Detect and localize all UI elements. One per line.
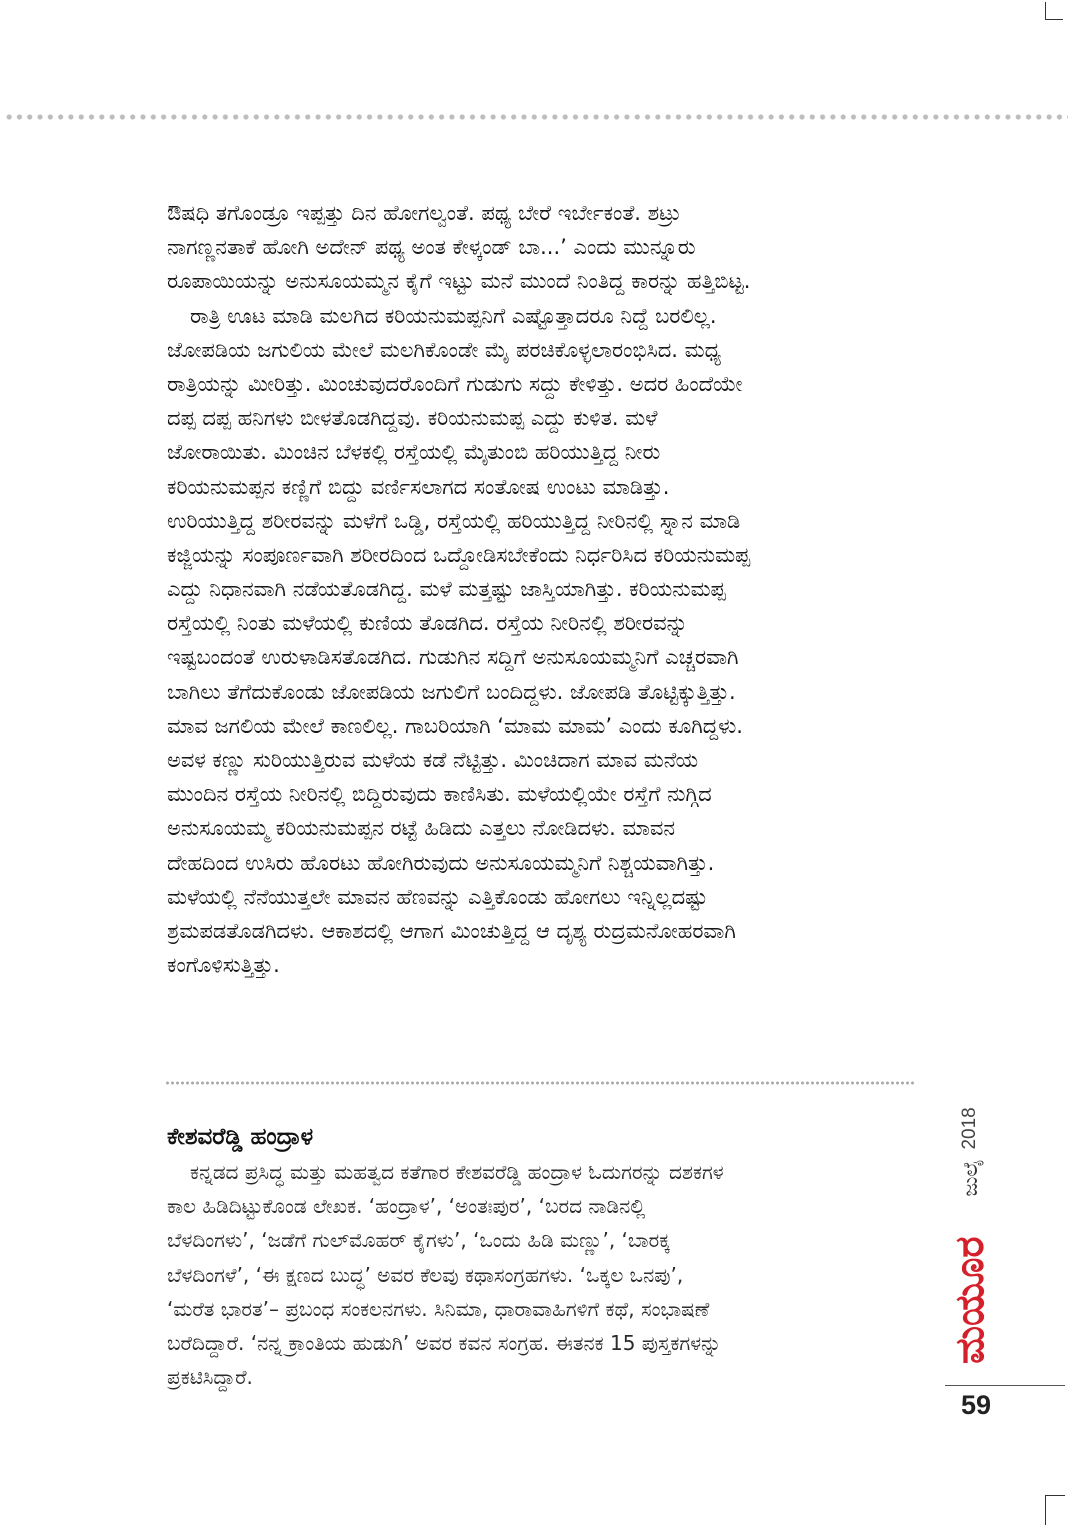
issue-month: ಜುಲೈ xyxy=(958,1159,982,1197)
story-line: ಕಜ್ಜಿಯನ್ನು ಸಂಪೂರ್ಣವಾಗಿ ಶರೀರದಿಂದ ಒದ್ದೋಡಿಸಬೇಕೆಂದು ನಿರ್ಧರಿಸಿದ ಕರಿಯನುಮಪ್ಪ xyxy=(167,542,751,567)
story-line: ಔಷಧಿ ತಗೊಂಡ್ರೂ ಇಪ್ಪತ್ತು ದಿನ ಹೋಗಲ್ವಂತೆ. ಪಥ್ಯ ಬೇರೆ ಇರ್ಬೇಕಂತೆ. ಶಟ್ರು xyxy=(167,201,681,225)
crop-mark-bottom-right xyxy=(1045,1495,1065,1525)
author-bio xyxy=(167,1155,927,1394)
page-number-rule xyxy=(945,1385,1065,1386)
story-line: ಮಾವ ಜಗಲಿಯ ಮೇಲೆ ಕಾಣಲಿಲ್ಲ. ಗಾಬರಿಯಾಗಿ ‘ಮಾಮ ಮಾಮ’ ಎಂದು ಕೂಗಿದ್ದಳು. xyxy=(167,713,743,738)
story-line: ಕರಿಯನುಮಪ್ಪನ ಕಣ್ಣಿಗೆ ಬಿದ್ದು ವರ್ಣಿಸಲಾಗದ ಸಂತೋಷ ಉಂಟು ಮಾಡಿತ್ತು. xyxy=(167,474,670,499)
bio-line: ಬೆಳದಿಂಗಳು’, ‘ಜಡೆಗೆ ಗುಲ್‌ಮೊಹರ್ ಕೈಗಳು’, ‘ಒಂದು ಹಿಡಿ ಮಣ್ಣು’, ‘ಬಾರಕ್ಕ xyxy=(167,1228,671,1253)
story-line: ಅವಳ ಕಣ್ಣು ಸುರಿಯುತ್ತಿರುವ ಮಳೆಯ ಕಡೆ ನೆಟ್ಟಿತ್ತು. ಮಿಂಚಿದಾಗ ಮಾವ ಮನೆಯ xyxy=(167,748,699,772)
story-line: ಎದ್ದು ನಿಧಾನವಾಗಿ ನಡೆಯತೊಡಗಿದ್ದ. ಮಳೆ ಮತ್ತಷ್ಟು ಜಾಸ್ತಿಯಾಗಿತ್ತು. ಕರಿಯನುಮಪ್ಪ xyxy=(167,577,726,602)
magazine-logo: ಮಯೂರ xyxy=(947,1236,993,1364)
story-line: ಬಾಗಿಲು ತೆಗೆದುಕೊಂಡು ಜೋಪಡಿಯ ಜಗುಲಿಗೆ ಬಂದಿದ್ದಳು. ಜೋಪಡಿ ತೊಟ್ಟಿಕ್ಕುತ್ತಿತ್ತು. xyxy=(167,679,736,704)
story-line: ರೂಪಾಯಿಯನ್ನು ಅನುಸೂಯಮ್ಮನ ಕೈಗೆ ಇಟ್ಟು ಮನೆ ಮುಂದೆ ನಿಂತಿದ್ದ ಕಾರನ್ನು ಹತ್ತಿಬಿಟ್ಟ. xyxy=(167,269,751,294)
story-line: ಜೋಪಡಿಯ ಜಗುಲಿಯ ಮೇಲೆ ಮಲಗಿಕೊಂಡೇ ಮೈ ಪರಚಿಕೊಳ್ಳಲಾರಂಭಿಸಿದ. ಮಧ್ಯ xyxy=(167,337,722,362)
story-text xyxy=(167,196,927,982)
story-line: ಮಳೆಯಲ್ಲಿ ನೆನೆಯುತ್ತಲೇ ಮಾವನ ಹೆಣವನ್ನು ಎತ್ತಿಕೊಂಡು ಹೋಗಲು ಇನ್ನಿಲ್ಲದಷ್ಟು xyxy=(167,884,708,909)
story-line: ಮುಂದಿನ ರಸ್ತೆಯ ನೀರಿನಲ್ಲಿ ಬಿದ್ದಿರುವುದು ಕಾಣಿಸಿತು. ಮಳೆಯಲ್ಲಿಯೇ ರಸ್ತೆಗೆ ನುಗ್ಗಿದ xyxy=(167,782,712,807)
story-line: ನಾಗಣ್ಣನತಾಕೆ ಹೋಗಿ ಅದೇನ್ ಪಥ್ಯ ಅಂತ ಕೇಳ್ಕಂಡ್ ಬಾ...’ ಎಂದು ಮುನ್ನೂರು xyxy=(167,235,696,260)
story-line: ದೇಹದಿಂದ ಉಸಿರು ಹೊರಟು ಹೋಗಿರುವುದು ಅನುಸೂಯಮ್ಮನಿಗೆ ನಿಶ್ಚಯವಾಗಿತ್ತು. xyxy=(167,850,715,875)
masthead-vertical xyxy=(945,1107,995,1370)
story-line: ಜೋರಾಯಿತು. ಮಿಂಚಿನ ಬೆಳಕಲ್ಲಿ ರಸ್ತೆಯಲ್ಲಿ ಮೈತುಂಬಿ ಹರಿಯುತ್ತಿದ್ದ ನೀರು xyxy=(167,440,661,465)
story-line: ರಸ್ತೆಯಲ್ಲಿ ನಿಂತು ಮಳೆಯಲ್ಲಿ ಕುಣಿಯ ತೊಡಗಿದ. ರಸ್ತೆಯ ನೀರಿನಲ್ಲಿ ಶರೀರವನ್ನು xyxy=(167,611,688,636)
dotted-rule-bio xyxy=(165,1081,915,1085)
bio-line: ಬೆಳದಿಂಗಳೆ’, ‘ಈ ಕ್ಷಣದ ಬುದ್ಧ’ ಅವರ ಕೆಲವು ಕಥಾಸಂಗ್ರಹಗಳು. ‘ಒಕ್ಕಲ ಒನಪು’, xyxy=(167,1262,684,1287)
issue-year: 2018 xyxy=(959,1107,980,1150)
bio-line: ಪ್ರಕಟಿಸಿದ್ದಾರೆ. xyxy=(167,1365,253,1390)
story-line: ಅನುಸೂಯಮ್ಮ ಕರಿಯನುಮಪ್ಪನ ರಟ್ಟೆ ಹಿಡಿದು ಎತ್ತಲು ನೋಡಿದಳು. ಮಾವನ xyxy=(167,816,676,841)
bio-line: ಕಾಲ ಹಿಡಿದಿಟ್ಟುಕೊಂಡ ಲೇಖಕ. ‘ಹಂದ್ರಾಳ’, ‘ಅಂತಃಪುರ’, ‘ಬರದ ನಾಡಿನಲ್ಲಿ xyxy=(167,1194,646,1219)
author-name-heading: ಕೇಶವರೆಡ್ಡಿ ಹಂದ್ರಾಳ xyxy=(167,1124,314,1150)
story-line: ದಪ್ಪ ದಪ್ಪ ಹನಿಗಳು ಬೀಳತೊಡಗಿದ್ದವು. ಕರಿಯನುಮಪ್ಪ ಎದ್ದು ಕುಳಿತ. ಮಳೆ xyxy=(167,406,658,431)
story-line: ಇಷ್ಟಬಂದಂತೆ ಉರುಳಾಡಿಸತೊಡಗಿದ. ಗುಡುಗಿನ ಸದ್ದಿಗೆ ಅನುಸೂಯಮ್ಮನಿಗೆ ಎಚ್ಚರವಾಗಿ xyxy=(167,645,739,670)
story-line: ಶ್ರಮಪಡತೊಡಗಿದಳು. ಆಕಾಶದಲ್ಲಿ ಆಗಾಗ ಮಿಂಚುತ್ತಿದ್ದ ಆ ದೃಶ್ಯ ರುದ್ರಮನೋಹರವಾಗಿ xyxy=(167,918,736,943)
bio-line: ಬರೆದಿದ್ದಾರೆ. ‘ನನ್ನ ಕ್ರಾಂತಿಯ ಹುಡುಗಿ’ ಅವರ ಕವನ ಸಂಗ್ರಹ. ಈತನಕ 15 ಪುಸ್ತಕಗಳನ್ನು xyxy=(167,1330,722,1355)
crop-mark-top-right xyxy=(1045,2,1063,20)
story-line: ಉರಿಯುತ್ತಿದ್ದ ಶರೀರವನ್ನು ಮಳೆಗೆ ಒಡ್ಡಿ, ರಸ್ತೆಯಲ್ಲಿ ಹರಿಯುತ್ತಿದ್ದ ನೀರಿನಲ್ಲಿ ಸ್ನಾನ ಮಾಡಿ xyxy=(167,508,741,533)
bio-line: ಕನ್ನಡದ ಪ್ರಸಿದ್ಧ ಮತ್ತು ಮಹತ್ವದ ಕತೆಗಾರ ಕೇಶವರೆಡ್ಡಿ ಹಂದ್ರಾಳ ಓದುಗರನ್ನು ದಶಕಗಳ xyxy=(190,1160,724,1184)
story-line: ಕಂಗೊಳಿಸುತ್ತಿತ್ತು. xyxy=(167,953,280,978)
dotted-rule-top xyxy=(4,114,1068,120)
story-line: ರಾತ್ರಿಯನ್ನು ಮೀರಿತ್ತು. ಮಿಂಚುವುದರೊಂದಿಗೆ ಗುಡುಗು ಸದ್ದು ಕೇಳಿತ್ತು. ಅದರ ಹಿಂದೆಯೇ xyxy=(167,371,743,396)
story-line: ರಾತ್ರಿ ಊಟ ಮಾಡಿ ಮಲಗಿದ ಕರಿಯನುಮಪ್ಪನಿಗೆ ಎಷ್ಟೊತ್ತಾದರೂ ನಿದ್ದೆ ಬರಲಿಲ್ಲ. xyxy=(190,303,717,328)
page-number: 59 xyxy=(961,1390,992,1420)
bio-line: ‘ಮರೆತ ಭಾರತ’– ಪ್ರಬಂಧ ಸಂಕಲನಗಳು. ಸಿನಿಮಾ, ಧಾರಾವಾಹಿಗಳಿಗೆ ಕಥೆ, ಸಂಭಾಷಣೆ xyxy=(167,1296,710,1321)
